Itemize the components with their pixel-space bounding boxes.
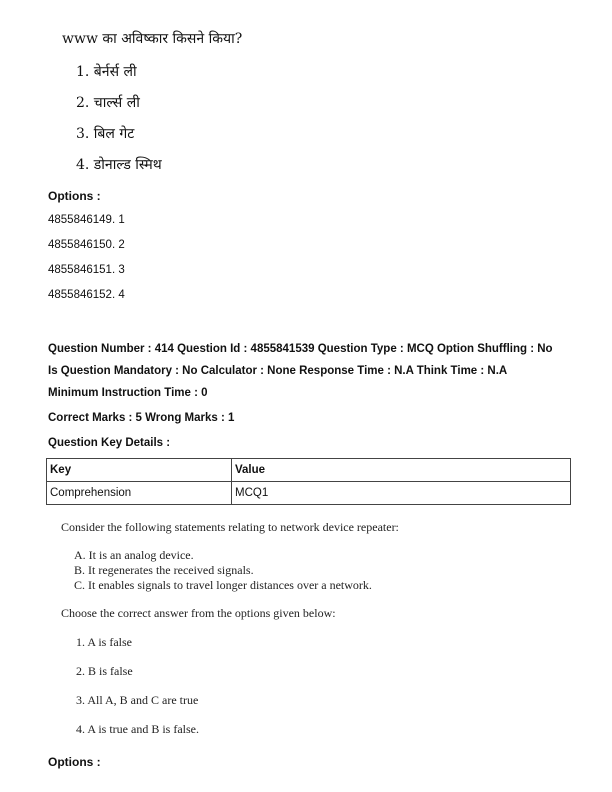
choose-instruction: Choose the correct answer from the options given below:	[61, 606, 336, 620]
option-id-2: 4855846150. 2	[48, 239, 125, 251]
table-cell-value: MCQ1	[232, 482, 571, 505]
english-option-2: 2. B is false	[76, 664, 133, 678]
option-id-3: 4855846151. 3	[48, 264, 125, 276]
table-header-key: Key	[47, 459, 232, 482]
hindi-question-text: www का अविष्कार किसने किया?	[62, 31, 243, 47]
table-cell-key: Comprehension	[47, 482, 232, 505]
statement-item-c: C. It enables signals to travel longer distances over a network.	[74, 578, 372, 592]
english-option-1: 1. A is false	[76, 635, 132, 649]
marks-line: Correct Marks : 5 Wrong Marks : 1	[48, 412, 235, 424]
question-statement: Consider the following statements relating to network device repeater:	[61, 520, 399, 534]
hindi-option-3: 3. बिल गेट	[76, 126, 135, 142]
hindi-option-4: 4. डोनाल्ड स्मिथ	[76, 157, 162, 173]
hindi-option-1: 1. बेर्नर्स ली	[76, 64, 137, 80]
options-label: Options :	[48, 189, 101, 203]
key-table	[46, 458, 571, 505]
question-meta-line-1: Question Number : 414 Question Id : 4855841539 Question Type : MCQ Option Shuffling : No	[48, 343, 553, 355]
table-header-row	[47, 459, 571, 482]
english-option-4: 4. A is true and B is false.	[76, 722, 199, 736]
hindi-option-2: 2. चार्ल्स ली	[76, 95, 140, 111]
english-option-3: 3. All A, B and C are true	[76, 693, 199, 707]
key-details-label: Question Key Details :	[48, 437, 171, 449]
table-row	[47, 482, 571, 505]
option-id-4: 4855846152. 4	[48, 289, 125, 301]
statement-item-b: B. It regenerates the received signals.	[74, 563, 254, 577]
statement-item-a: A. It is an analog device.	[74, 548, 194, 562]
option-id-1: 4855846149. 1	[48, 214, 125, 226]
options-label-2: Options :	[48, 755, 101, 769]
table-header-value: Value	[232, 459, 571, 482]
question-meta-line-3: Minimum Instruction Time : 0	[48, 387, 208, 399]
question-meta-line-2: Is Question Mandatory : No Calculator : None Response Time : N.A Think Time : N.A	[48, 365, 508, 377]
